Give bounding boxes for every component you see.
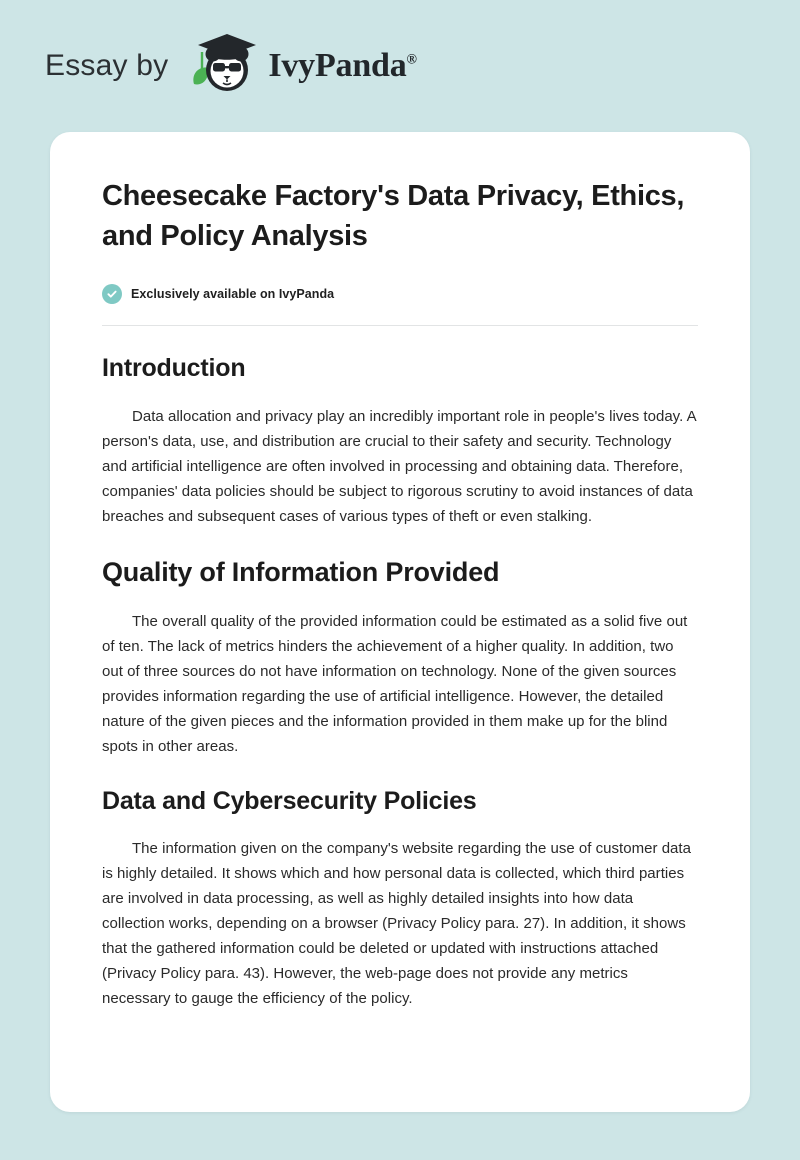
check-circle-icon: [102, 284, 122, 304]
panda-graduation-cap-icon: [182, 30, 260, 103]
ivypanda-wordmark: [268, 49, 416, 83]
section-paragraph-introduction: Data allocation and privacy play an incredibly important role in people's lives today. A person's data, use, and distribution are crucial to their safety and security. Technology and artificial intelligence are often involved in processing and obtaining data. Therefore, companies' data policies should be subject to rigorous scrutiny to avoid instances of data breaches and subsequent cases of various types of theft or even stalking.: [102, 407, 696, 525]
status-badge-label: Exclusively available on IvyPanda: [131, 287, 335, 302]
brand-name-text: IvyPanda: [268, 47, 407, 84]
essay-card: [50, 132, 750, 1112]
section-paragraph-quality-of-information: The overall quality of the provided information could be estimated as a solid five out of ten. The lack of metrics hinders the achievement of a higher quality. In addition, two out of three sources do not have information on technology. None of the given sources provides information regarding the use of artificial intelligence. However, the detailed nature of the given pieces and the information provided in them make up for the blind spots in other areas.: [102, 612, 688, 755]
registered-trademark-icon: ®: [406, 52, 417, 68]
header-divider: [102, 325, 698, 326]
section-heading-data-and-cybersecurity: Data and Cybersecurity Policies: [102, 786, 477, 815]
section-heading-introduction: Introduction: [102, 354, 246, 383]
section-paragraph-data-and-cybersecurity: The information given on the company's website regarding the use of customer data is highly detailed. It shows which and how personal data is collected, which third parties are involved in data processing, as well as highly detailed insights into how data collection works, depending on a browser (Privacy Policy para. 27). In addition, it shows that the gathered information could be deleted or updated with instructions attached (Privacy Policy para. 43). However, the web-page does not provide any metrics necessary to gauge the efficiency of the policy.: [102, 840, 691, 1008]
page-title: Cheesecake Factory's Data Privacy, Ethics, and Policy Analysis: [102, 180, 685, 253]
section-heading-quality-of-information: Quality of Information Provided: [102, 556, 500, 587]
brand-lockup[interactable]: [45, 30, 417, 103]
essay-by-label: Essay by: [45, 49, 169, 82]
status-badge: [102, 284, 698, 304]
ivypanda-logo[interactable]: [182, 30, 416, 103]
brand-header: [0, 0, 800, 132]
